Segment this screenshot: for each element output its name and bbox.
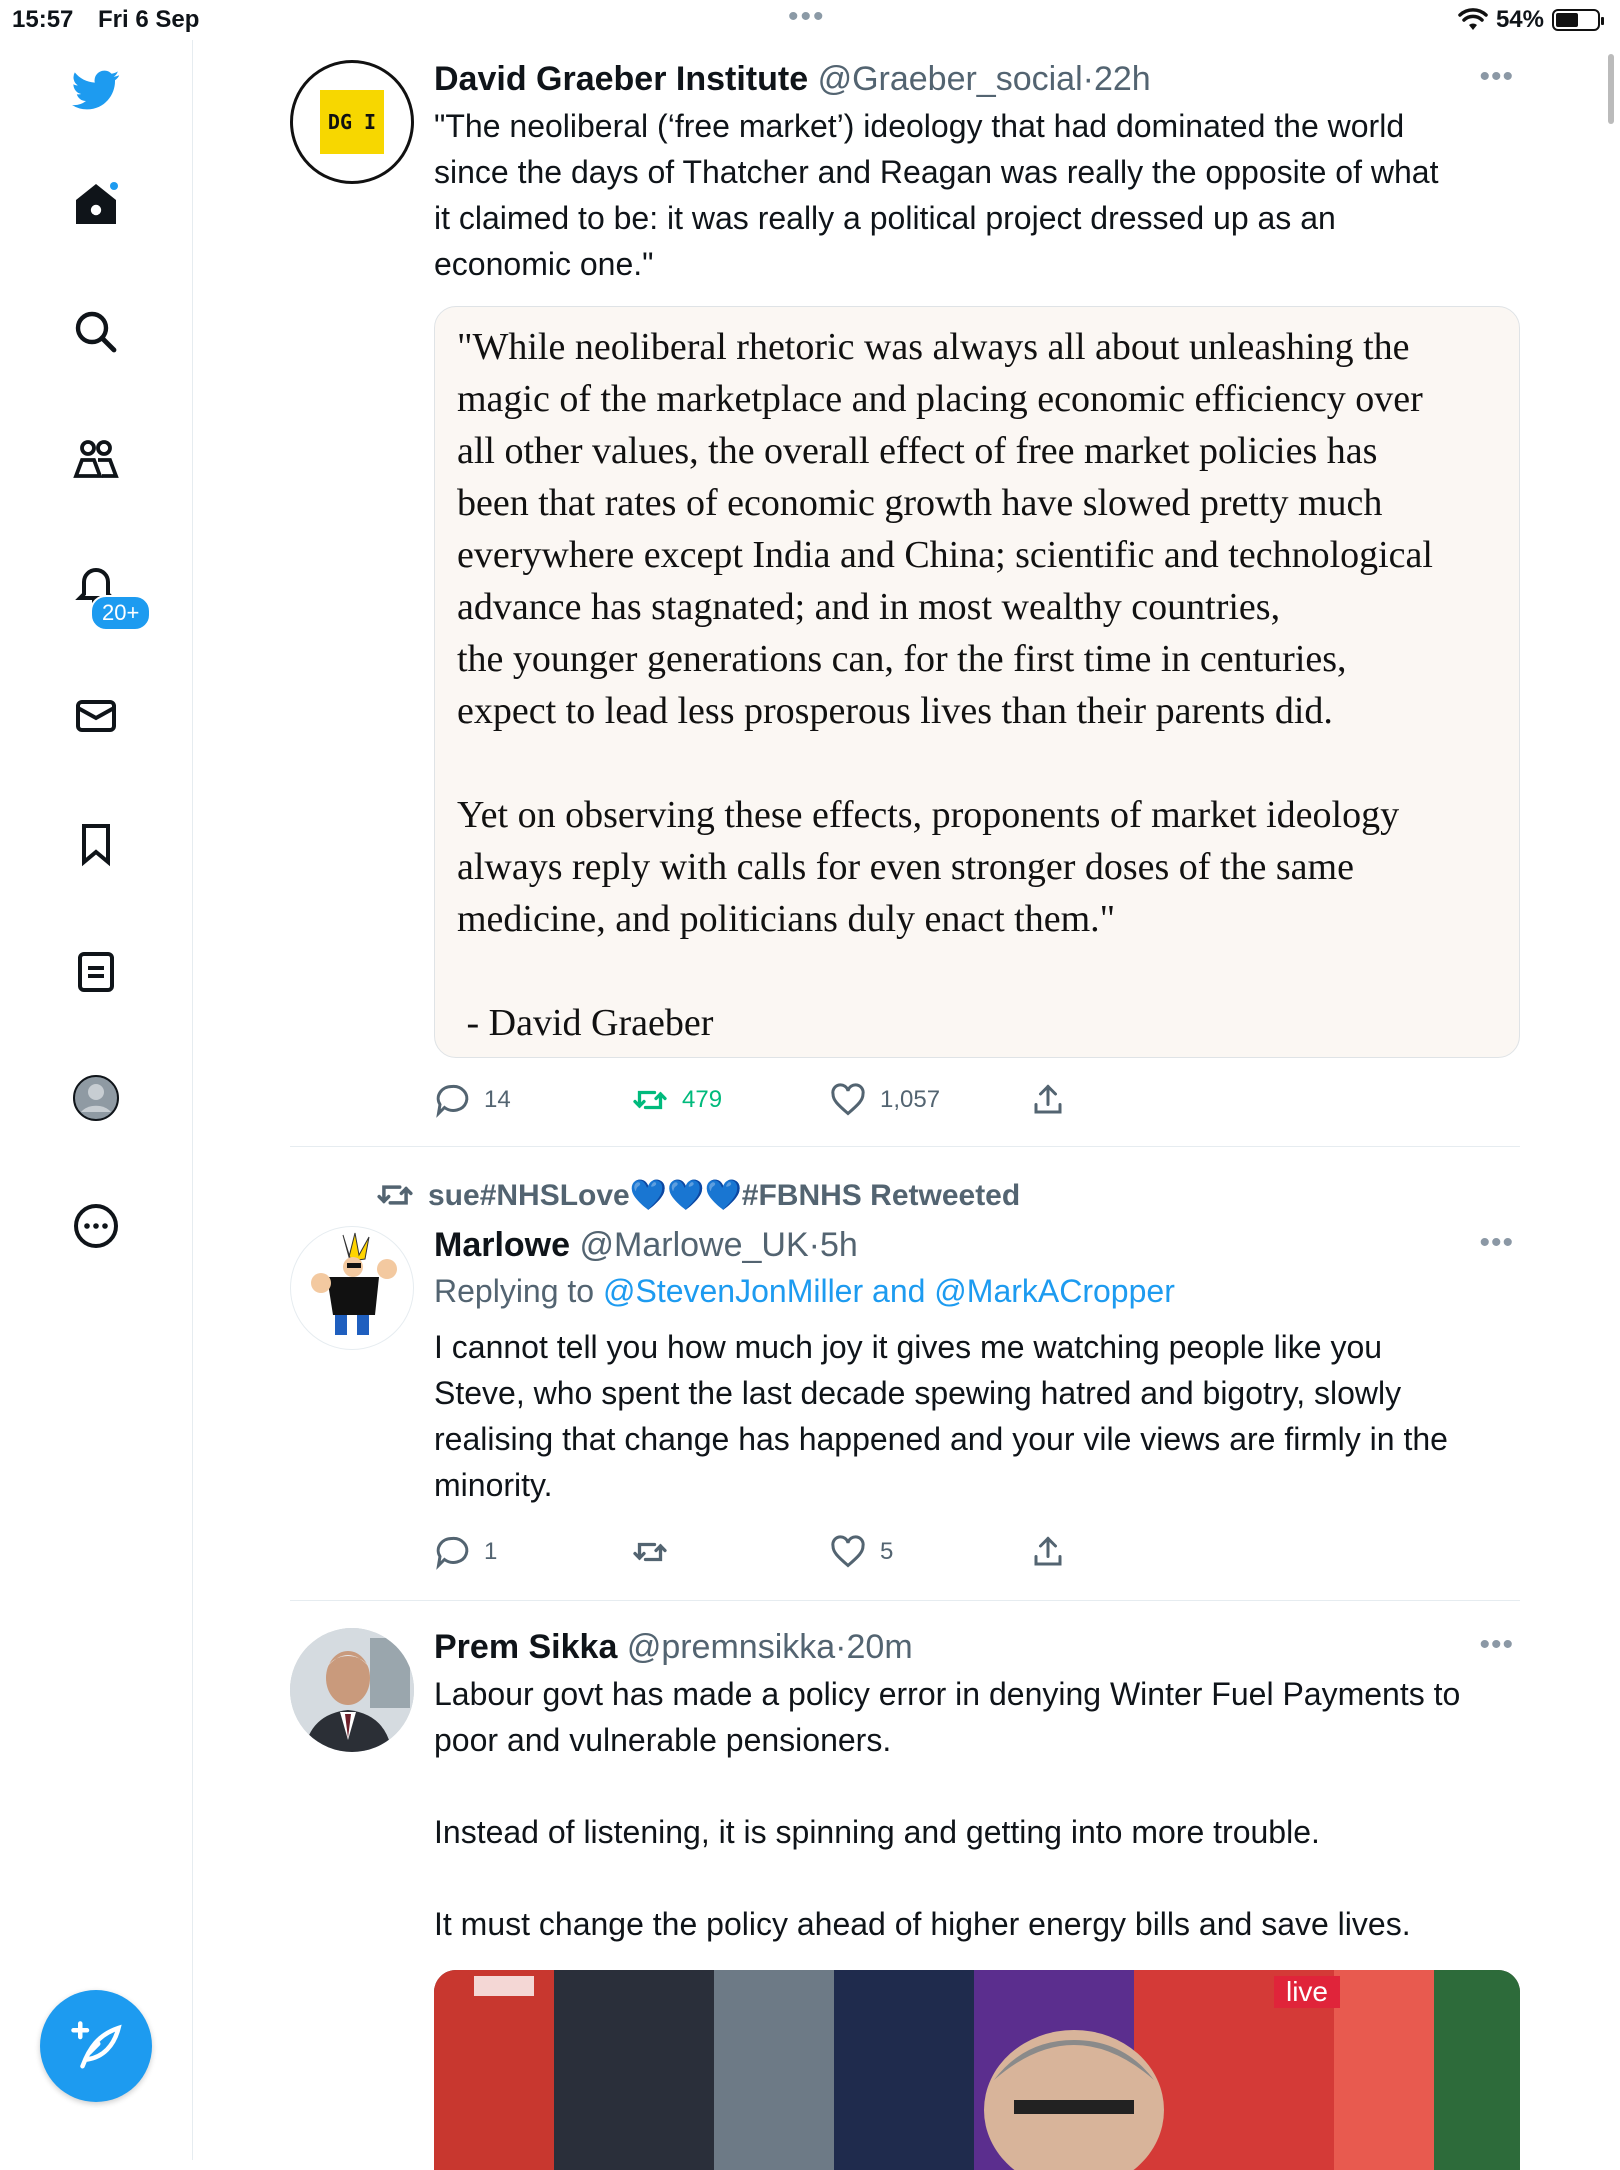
more-icon[interactable]: [66, 1196, 126, 1256]
compose-tweet-icon: [69, 2019, 123, 2073]
author-handle[interactable]: @Graeber_social: [817, 60, 1083, 98]
retweeted-by[interactable]: [376, 1176, 1020, 1214]
like-icon: [830, 1082, 866, 1118]
wifi-icon: [1458, 8, 1488, 32]
more-options-icon[interactable]: •••: [1479, 60, 1514, 93]
tweet-header: [434, 1628, 1514, 1667]
reply-count: 14: [484, 1086, 511, 1113]
bookmarks-icon[interactable]: [66, 814, 126, 874]
live-label: live: [1274, 1976, 1340, 2008]
separator: ·: [808, 1226, 820, 1264]
replying-to-link[interactable]: @StevenJonMiller and @MarkACropper: [602, 1273, 1175, 1309]
multitasking-dots-icon[interactable]: •••: [788, 0, 826, 33]
home-icon[interactable]: [66, 174, 126, 234]
more-options-icon[interactable]: •••: [1479, 1226, 1514, 1259]
tweet-text: I cannot tell you how much joy it gives me watching people like you Steve, who spent the last decade spewing hatred and bigotry, slowly realising that change has happened and your vile views are firmly in the minority.: [434, 1329, 1448, 1503]
messages-icon[interactable]: [66, 686, 126, 746]
reply-button[interactable]: [434, 1534, 497, 1570]
timestamp[interactable]: 20m: [846, 1628, 913, 1666]
more-options-icon[interactable]: •••: [1479, 1628, 1514, 1661]
tweet-text: Labour govt has made a policy error in denying Winter Fuel Payments to poor and vulnerable pensioners. Instead of listening, it is spinning and getting into more trouble. It must change the policy ahead of higher energy bills and save lives.: [434, 1676, 1461, 1942]
lists-icon[interactable]: [66, 942, 126, 1002]
person-photo-icon: [290, 1628, 414, 1752]
twitter-logo-icon[interactable]: [66, 60, 126, 120]
clock: 15:57: [12, 6, 74, 33]
replying-to: [434, 1273, 1514, 1310]
retweet-button[interactable]: [632, 1082, 722, 1118]
status-bar: [0, 0, 1620, 40]
retweeted-by-label: sue#NHSLove💙💙💙#FBNHS Retweeted: [428, 1178, 1021, 1212]
battery-percent: 54%: [1495, 6, 1544, 33]
divider: [290, 1600, 1520, 1601]
cartoon-character-icon: [291, 1227, 414, 1350]
retweet-icon: [376, 1176, 414, 1214]
search-icon[interactable]: [66, 302, 126, 362]
replying-prefix: Replying to: [434, 1273, 595, 1309]
avatar[interactable]: [290, 1628, 414, 1752]
retweet-button[interactable]: [632, 1534, 682, 1570]
divider: [290, 1146, 1520, 1147]
scrollbar[interactable]: [1608, 54, 1614, 124]
tweet-media-image[interactable]: [434, 1970, 1520, 2170]
battery-icon: [1552, 9, 1600, 31]
avatar[interactable]: [290, 1226, 414, 1350]
like-count: 1,057: [880, 1086, 941, 1113]
compose-tweet-button[interactable]: [40, 1990, 152, 2102]
reply-count: 1: [484, 1538, 498, 1565]
tweet-actions: [434, 1534, 1434, 1574]
parliament-photo: [434, 1970, 1520, 2170]
share-button[interactable]: [1030, 1082, 1066, 1118]
separator: ·: [1082, 60, 1094, 98]
reply-icon: [434, 1534, 470, 1570]
share-icon: [1030, 1534, 1066, 1570]
like-button[interactable]: [830, 1534, 893, 1570]
tweet-header: [434, 1226, 1514, 1265]
avatar[interactable]: [290, 60, 414, 184]
dgi-logo: DG I: [320, 90, 384, 154]
communities-icon[interactable]: [66, 428, 126, 488]
separator: ·: [835, 1628, 847, 1666]
quote-image[interactable]: [434, 306, 1520, 1058]
like-icon: [830, 1534, 866, 1570]
share-icon: [1030, 1082, 1066, 1118]
share-button[interactable]: [1030, 1534, 1066, 1570]
quote-text: "While neoliberal rhetoric was always all about unleashing the magic of the marketplace and placing economic efficiency over all other values, the overall effect of free market policies has been that rates of economic growth have slowed pretty much everywhere except India and China; scientific and technological advance has stagnated; and in most wealthy countries, the younger generations can, for the first time in centuries, expect to lead less prosperous lives than their parents did. Yet on observing these effects, proponents of market ideology always reply with calls for even stronger doses of the same medicine, and politicians duly enact them." - David Graeber: [457, 326, 1433, 1044]
date: Fri 6 Sep: [98, 6, 200, 33]
author-handle[interactable]: @premnsikka: [626, 1628, 836, 1666]
notifications-badge: 20+: [90, 595, 151, 631]
like-count: 5: [880, 1538, 894, 1565]
author-name[interactable]: David Graeber Institute: [434, 60, 809, 98]
like-button[interactable]: [830, 1082, 940, 1118]
reply-icon: [434, 1082, 470, 1118]
retweet-icon: [632, 1534, 668, 1570]
tweet-actions: [434, 1082, 1434, 1122]
author-name[interactable]: Prem Sikka: [434, 1628, 618, 1666]
tweet-header: [434, 60, 1514, 99]
author-handle[interactable]: @Marlowe_UK: [579, 1226, 809, 1264]
timestamp[interactable]: 5h: [819, 1226, 858, 1264]
author-name[interactable]: Marlowe: [434, 1226, 571, 1264]
retweet-icon: [632, 1082, 668, 1118]
profile-icon[interactable]: [66, 1068, 126, 1128]
tweet-text: "The neoliberal (‘free market’) ideology that had dominated the world since the days of Thatcher and Reagan was really the opposite of what it claimed to be: it was really a political project dressed up as an economic one.": [434, 108, 1439, 282]
reply-button[interactable]: [434, 1082, 511, 1118]
sidebar: [0, 40, 193, 2160]
retweet-count: 479: [682, 1086, 723, 1113]
timestamp[interactable]: 22h: [1093, 60, 1151, 98]
